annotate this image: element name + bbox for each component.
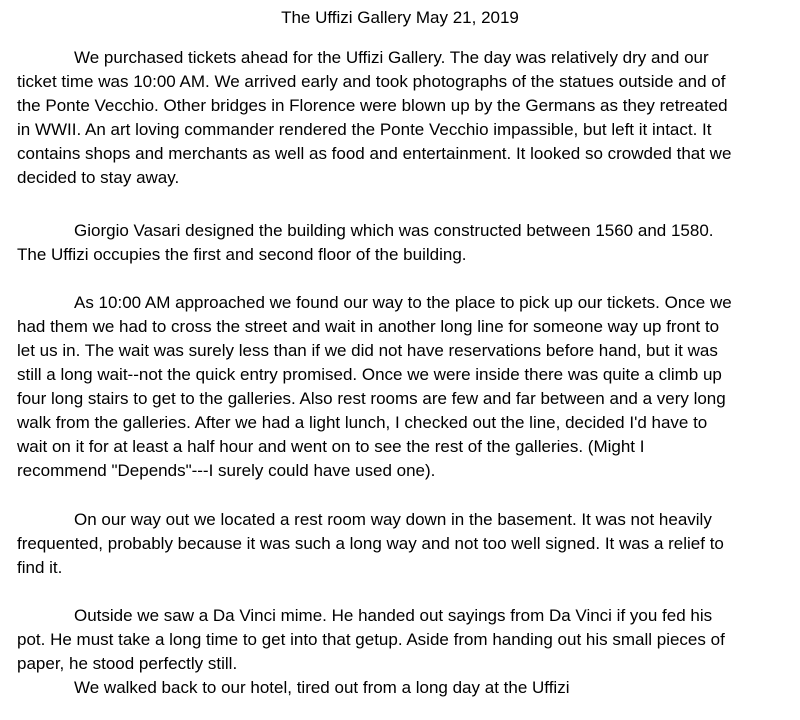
paragraph-line: On our way out we located a rest room way down in the basement. It was not heavily	[74, 510, 712, 529]
paragraph-line: paper, he stood perfectly still.	[17, 654, 238, 673]
paragraph-line: Giorgio Vasari designed the building which was constructed between 1560 and 1580.	[74, 221, 714, 240]
paragraph-line: find it.	[17, 558, 63, 577]
paragraph-rest-room	[17, 508, 791, 580]
paragraph-line: ticket time was 10:00 AM. We arrived early and took photographs of the statues outside and of	[17, 72, 726, 91]
document-title: The Uffizi Gallery May 21, 2019	[281, 8, 519, 27]
paragraph-line: had them we had to cross the street and wait in another long line for someone way up front to	[17, 317, 720, 336]
paragraph-line: four long stairs to get to the galleries. Also rest rooms are few and far between and a very long	[17, 389, 726, 408]
paragraph-vasari	[17, 219, 791, 267]
paragraph-tickets	[17, 46, 791, 190]
paragraph-line: let us in. The wait was surely less than if we did not have reservations before hand, but it was	[17, 341, 718, 360]
paragraph-line: contains shops and merchants as well as food and entertainment. It looked so crowded that we	[17, 144, 732, 163]
paragraph-line: We purchased tickets ahead for the Uffizi Gallery. The day was relatively dry and our	[74, 48, 709, 67]
paragraph-line: The Uffizi occupies the first and second floor of the building.	[17, 245, 467, 264]
paragraph-line: wait on it for at least a half hour and went on to see the rest of the galleries. (Might I	[17, 437, 645, 456]
paragraph-line: decided to stay away.	[17, 168, 180, 187]
paragraph-line: We walked back to our hotel, tired out from a long day at the Uffizi	[74, 678, 570, 697]
paragraph-mime	[17, 604, 791, 676]
paragraph-line: in WWII. An art loving commander rendered the Ponte Vecchio impassible, but left it intact. It	[17, 120, 712, 139]
paragraph-line: walk from the galleries. After we had a light lunch, I checked out the line, decided I'd have to	[17, 413, 708, 432]
paragraph-line: the Ponte Vecchio. Other bridges in Florence were blown up by the Germans as they retreated	[17, 96, 728, 115]
paragraph-line: frequented, probably because it was such a long way and not too well signed. It was a relief to	[17, 534, 724, 553]
paragraph-line: still a long wait--not the quick entry promised. Once we were inside there was quite a climb up	[17, 365, 722, 384]
paragraph-line: Outside we saw a Da Vinci mime. He handed out sayings from Da Vinci if you fed his	[74, 606, 713, 625]
paragraph-line: As 10:00 AM approached we found our way to the place to pick up our tickets. Once we	[74, 293, 732, 312]
paragraph-hotel	[17, 676, 791, 700]
paragraph-entry-line	[17, 291, 791, 483]
paragraph-line: pot. He must take a long time to get into that getup. Aside from handing out his small pieces of	[17, 630, 725, 649]
paragraph-line: recommend "Depends"---I surely could have used one).	[17, 461, 436, 480]
